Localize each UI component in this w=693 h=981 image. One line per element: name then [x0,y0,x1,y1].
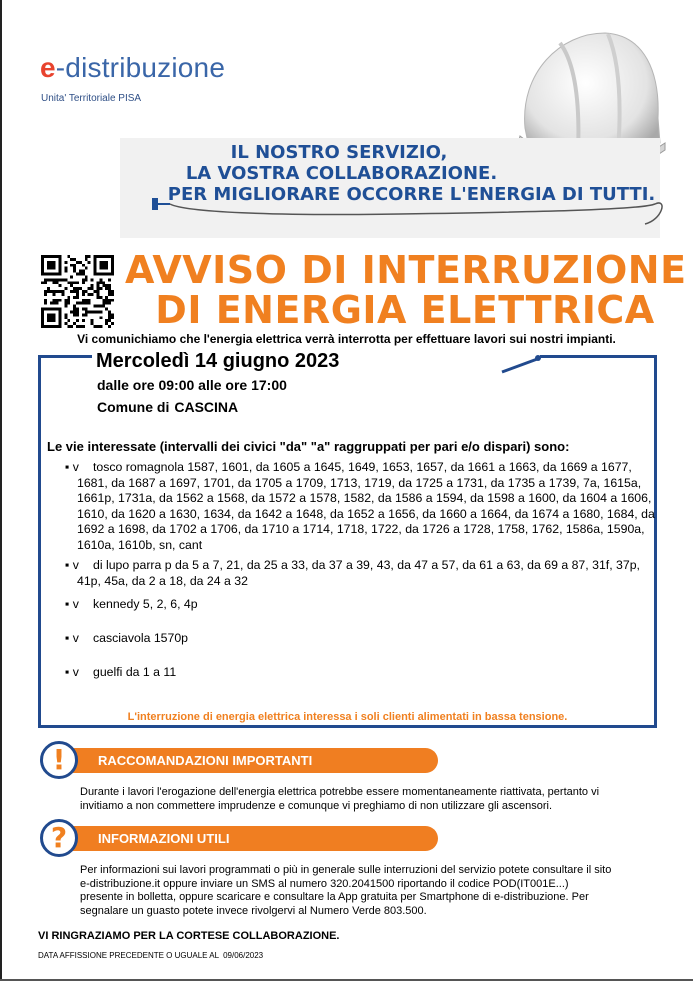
text-line: e-distribuzione.it oppure inviare un SMS al numero 320.2041500 riportando il codice POD(IT001E...) [80,877,569,890]
street-text: di lupo parra p da 5 a 7, 21, da 25 a 33, da 37 a 39, 43, da 47 a 57, da 61 a 63, da 69 a 87, 31f, 37p, 41p, 45a, da 2 a 18, da 24 a 32 [77,558,640,588]
box-top-border [540,355,657,358]
outage-hours: dalle ore 09:00 alle ore 17:00 [97,377,287,393]
comune-name: CASCINA [174,399,239,415]
street-bullet: ▪ v [65,460,79,474]
text-line: Durante i lavori l'erogazione dell'energia elettrica potrebbe essere momentaneamente riattivata, pertanto vi [80,786,600,798]
territorial-unit: Unita' Territoriale PISA [41,93,142,104]
street-bullet: ▪ v [65,597,79,611]
outage-date: Mercoledì 14 giugno 2023 [96,350,340,372]
notice-title [125,250,685,330]
text-line: segnalare un guasto potete invece rivolgervi al Numero Verde 803.500. [80,904,427,917]
recommendations-text [80,786,599,813]
comune-label: Comune di [97,399,170,415]
street-bullet: ▪ v [65,665,79,679]
street-item [65,631,655,647]
qr-code [41,255,114,328]
street-item [65,460,655,553]
title-line-2: DI ENERGIA ELETTRICA [155,288,655,332]
intro-text: Vi comunichiamo che l'energia elettrica verrà interrotta per effettuare lavori sui nostri impianti. [77,332,616,346]
box-top-border [38,355,92,358]
street-text: kennedy 5, 2, 6, 4p [93,597,198,611]
box-connector-icon [500,352,544,374]
street-item [65,558,655,589]
question-icon: ? [40,819,78,857]
low-voltage-note: L'interruzione di energia elettrica interessa i soli clienti alimentati in bassa tensione. [127,711,568,723]
slogan-line: PER MIGLIORARE OCCORRE L'ENERGIA DI TUTTI. [167,184,656,205]
affixion-date [38,951,263,960]
street-item [65,597,655,613]
info-text [80,864,611,918]
logo-e: e [40,52,56,83]
affixion-label: DATA AFFISSIONE PRECEDENTE O UGUALE AL [38,951,220,960]
outage-comune [97,399,238,415]
text-line: presente in bolletta, oppure scaricare e consultare la App gratuita per Smartphone di e-distribuzione. Per [80,891,589,903]
street-bullet: ▪ v [65,558,79,572]
slogan-line: IL NOSTRO SERVIZIO, [230,142,448,163]
text-line: invitiamo a non commettere imprudenze e comunque vi preghiamo di non utilizzare gli ascensori. [80,799,553,812]
exclamation-icon: ! [40,741,78,779]
thanks-text: VI RINGRAZIAMO PER LA CORTESE COLLABORAZIONE. [38,930,340,942]
street-item [65,665,655,681]
recommendations-header [58,748,438,773]
logo-text: -distribuzione [55,52,226,83]
street-bullet: ▪ v [65,631,79,645]
street-text: tosco romagnola 1587, 1601, da 1605 a 1645, 1649, 1653, 1657, da 1661 a 1663, da 1669 a 1677, 1681, da 1687 a 1697, 1701, da 1705 a 1709, 1713, 1719, da 1725 a 1731, da 1735 a 1739, 7a, 1615a, 1661p, 1731a, da 1562 a 1568, da 1572 a 1578, 1582, da 1586 a 1594, da 1598 a 1600, da 1604 a 1606, 1610, da 1620 a 1630, 1634, da 1642 a 1648, da 1652 a 1656, da 1660 a 1664, da 1674 a 1680, 1684, da 1692 a 1698, da 1702 a 1706, da 1710 a 1714, 1718, 1722, da 1726 a 1728, 1758, 1762, 1586a, 1590a, 1610a, 1610b, sn, cant [77,460,655,552]
streets-intro: Le vie interessate (intervalli dei civici "da" "a" raggruppati per pari e/o dispari) sono: [47,439,570,454]
power-cord-icon [150,190,670,230]
text-line: Per informazioni sui lavori programmati o più in generale sulle interruzioni del servizio potete consultare il sito [80,864,612,876]
title-line-1: AVVISO DI INTERRUZIONE [125,248,687,292]
street-text: guelfi da 1 a 11 [93,665,177,679]
street-text: casciavola 1570p [93,631,189,645]
info-header [58,826,438,851]
recommendations-heading: RACCOMANDAZIONI IMPORTANTI [98,753,313,768]
slogan-line: LA VOSTRA COLLABORAZIONE. [185,163,498,184]
affixion-value: 09/06/2023 [223,951,264,960]
brand-logo [40,52,225,84]
info-heading: INFORMAZIONI UTILI [98,831,230,846]
